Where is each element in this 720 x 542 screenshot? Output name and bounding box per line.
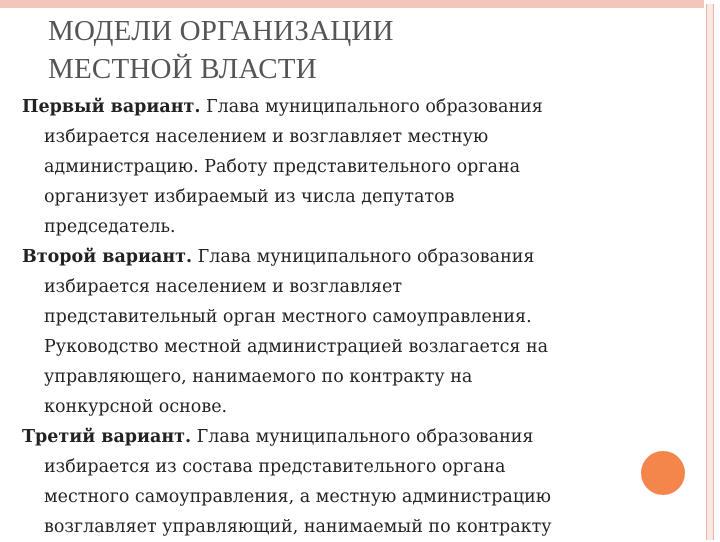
paragraph-text: Руководство местной администрацией возлагается на: [44, 337, 549, 357]
decorative-orange-circle: [641, 451, 685, 495]
variant-paragraph-3: [22, 422, 692, 542]
paragraph-text: председатель.: [44, 217, 176, 237]
variant-lead: Третий вариант.: [22, 427, 192, 447]
paragraph-first-line: [22, 422, 692, 452]
paragraph-text: организует избираемый из числа депутатов: [44, 187, 455, 207]
paragraph-text: Глава муниципального образования: [191, 427, 534, 447]
slide-frame-right-stripe: [706, 4, 714, 540]
slide-frame-left: [0, 8, 8, 540]
paragraph-first-line: [22, 92, 692, 122]
slide-frame-top: [0, 0, 720, 8]
paragraph-text: избирается из состава представительного органа: [44, 457, 506, 477]
paragraph-text: конкурсной основе.: [44, 397, 228, 417]
slide-body: [22, 92, 692, 542]
paragraph-text: избирается населением и возглавляет местную: [44, 127, 489, 147]
variant-paragraph-1: [22, 92, 692, 242]
paragraph-text: Глава муниципального образования: [200, 97, 543, 117]
slide-title-line-2: МЕСТНОЙ ВЛАСТИ: [48, 53, 317, 85]
paragraph-text: администрацию. Работу представительного органа: [44, 157, 521, 177]
paragraph-text: избирается населением и возглавляет: [44, 277, 402, 297]
paragraph-first-line: [22, 242, 692, 272]
paragraph-text: Глава муниципального образования: [192, 247, 535, 267]
slide-title-line-1: МОДЕЛИ ОРГАНИЗАЦИИ: [48, 15, 394, 47]
paragraph-text: возглавляет управляющий, нанимаемый по контракту: [44, 517, 552, 537]
paragraph-text: представительный орган местного самоуправления.: [44, 307, 532, 327]
variant-lead: Второй вариант.: [22, 247, 193, 267]
paragraph-text: управляющего, нанимаемого по контракту на: [44, 367, 473, 387]
variant-lead: Первый вариант.: [22, 97, 201, 117]
slide-title: [48, 12, 688, 88]
paragraph-text: местного самоуправления, а местную администрацию: [44, 487, 552, 507]
variant-paragraph-2: [22, 242, 692, 422]
